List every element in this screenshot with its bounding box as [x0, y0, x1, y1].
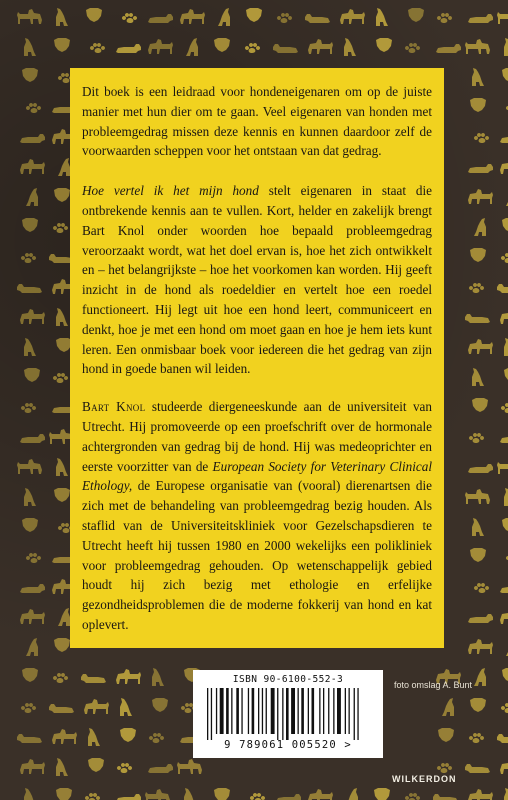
barcode-bar — [337, 688, 341, 734]
dog-silhouette — [24, 38, 36, 56]
dog-silhouette — [250, 793, 265, 800]
dog-silhouette — [308, 39, 333, 54]
barcode-bar — [252, 688, 255, 734]
dog-silhouette — [177, 759, 202, 774]
barcode-bar — [231, 688, 232, 734]
dog-silhouette — [374, 788, 390, 800]
dog-silhouette — [500, 609, 508, 624]
dog-silhouette — [277, 13, 292, 23]
dog-silhouette — [474, 218, 486, 236]
barcode-bar — [248, 688, 249, 734]
barcode-bar — [286, 688, 289, 740]
dog-silhouette — [116, 794, 141, 800]
dog-silhouette — [56, 788, 72, 800]
barcode-bar — [354, 688, 355, 740]
photo-credit: foto omslag A. Bunt — [394, 680, 473, 690]
dog-silhouette — [497, 9, 508, 24]
dog-silhouette — [437, 13, 452, 23]
dog-silhouette — [376, 38, 392, 52]
dog-silhouette — [54, 38, 70, 52]
dog-silhouette — [465, 489, 490, 504]
dog-silhouette — [502, 218, 508, 232]
isbn-number: ISBN 90-6100-552-3 — [232, 674, 344, 685]
dog-silhouette — [468, 464, 493, 473]
description-text: stelt eigenaren in staat die ontbrekende kennis aan te vullen. Kort, helder en zakelijk brengt Bart Knol onder woorden hoe bepaald probleemgedrag veroorzaakt wordt, wat het doel ervan is, hoe het zich ontwikkelt en – het belangrijkste – hoe het voorkomen kan worden. Hij geeft inzicht in de hond als roedeldier en vertelt hoe een roedel functioneert. Hij legt uit hoe een hond leert, communiceert en denkt, hoe je met een hond om moet gaan en hoe je hem iets kunt leren. Een onmisbaar boek voor iedereen die het gedrag van zijn hond in goede banen wil leiden. — [82, 183, 432, 377]
dog-silhouette — [56, 458, 68, 476]
dog-silhouette — [86, 8, 102, 22]
dog-silhouette — [120, 728, 136, 742]
dog-silhouette — [472, 518, 484, 536]
dog-silhouette — [26, 103, 41, 113]
dog-silhouette — [49, 704, 74, 713]
dog-silhouette — [53, 673, 68, 683]
dog-silhouette — [500, 159, 508, 174]
barcode-bar — [220, 688, 224, 734]
dog-silhouette — [502, 518, 508, 532]
dog-silhouette — [442, 698, 454, 716]
dog-silhouette — [180, 9, 205, 24]
barcode-bar — [277, 688, 278, 740]
ean-digits: 9 789061 005520 > — [224, 739, 352, 751]
barcode-bar — [266, 688, 267, 734]
barcode-bar — [258, 688, 259, 734]
dog-silhouette — [214, 788, 230, 800]
dog-silhouette — [405, 793, 420, 800]
dog-silhouette — [474, 668, 486, 686]
dog-silhouette — [152, 698, 168, 712]
dog-silhouette — [346, 788, 358, 800]
dog-silhouette — [21, 253, 36, 263]
dog-silhouette — [20, 434, 45, 443]
dog-silhouette — [56, 308, 68, 326]
dog-silhouette — [504, 368, 508, 382]
dog-silhouette — [470, 548, 486, 562]
dog-silhouette — [24, 788, 36, 800]
barcode-bar — [271, 688, 275, 734]
dog-silhouette — [21, 403, 36, 413]
dog-silhouette — [24, 488, 36, 506]
dog-silhouette — [438, 728, 454, 742]
dog-silhouette — [469, 283, 484, 293]
dog-silhouette — [58, 608, 70, 626]
dog-silhouette — [184, 788, 196, 800]
dog-silhouette — [344, 38, 356, 56]
dog-silhouette — [218, 8, 230, 26]
bio-text-2: de Europese organisatie van (vooral) dierenartsen die zich met de behandeling van probleemgedrag bezig houden. Als staflid van de Universiteitskliniek voor Gezelschapsdieren te Utrecht heeft hij tussen 1980 en 2000 wekelijks een polikliniek voor probleemgedrag gehouden. Op wetenschappelijk gebied houdt hij zich bezig met ethologie en erfelijke gezondheidsproblemen die de moderne fokkerij van hond en kat oplevert. — [82, 478, 432, 632]
dog-silhouette — [84, 699, 109, 714]
dog-silhouette — [85, 793, 100, 800]
dog-silhouette — [468, 164, 493, 173]
dog-silhouette — [376, 8, 388, 26]
dog-silhouette — [469, 433, 484, 443]
dog-silhouette — [90, 43, 105, 53]
dog-silhouette — [58, 158, 70, 176]
dog-silhouette — [149, 733, 164, 743]
barcode-bar — [298, 688, 299, 734]
dog-silhouette — [22, 518, 38, 532]
dog-silhouette — [472, 68, 484, 86]
dog-silhouette — [433, 794, 458, 800]
dog-silhouette — [117, 763, 132, 773]
dog-silhouette — [504, 38, 508, 56]
dog-silhouette — [116, 669, 141, 684]
dog-silhouette — [502, 68, 508, 82]
dog-silhouette — [500, 584, 508, 593]
dog-silhouette — [468, 14, 493, 23]
dog-silhouette — [20, 759, 45, 774]
dog-silhouette — [17, 459, 42, 474]
dog-silhouette — [465, 314, 490, 323]
dog-silhouette — [405, 43, 420, 53]
dog-silhouette — [474, 133, 489, 143]
dog-silhouette — [276, 794, 301, 800]
dog-silhouette — [308, 789, 333, 800]
dog-silhouette — [122, 13, 137, 23]
dog-silhouette — [408, 8, 424, 22]
dog-silhouette — [472, 398, 488, 412]
dog-silhouette — [504, 488, 508, 506]
barcode-bar — [323, 688, 324, 734]
barcode-bar — [308, 688, 309, 734]
dog-silhouette — [470, 698, 486, 712]
dog-silhouette — [468, 339, 493, 354]
barcode-bar — [211, 688, 212, 740]
dog-silhouette — [17, 734, 42, 743]
dog-silhouette — [246, 8, 262, 22]
dog-silhouette — [24, 338, 36, 356]
dog-silhouette — [500, 134, 508, 143]
dog-silhouette — [88, 728, 100, 746]
dog-silhouette — [26, 188, 38, 206]
barcode-bar — [349, 688, 350, 734]
dog-silhouette — [54, 188, 70, 202]
dog-silhouette — [497, 734, 508, 743]
dog-silhouette — [22, 668, 38, 682]
barcode-bar — [236, 688, 239, 734]
dog-silhouette — [24, 368, 40, 382]
dog-silhouette — [245, 43, 260, 53]
dog-silhouette — [148, 14, 173, 23]
dog-silhouette — [88, 758, 104, 772]
dog-silhouette — [305, 14, 330, 23]
barcode-bar — [357, 688, 358, 740]
dog-silhouette — [20, 584, 45, 593]
dog-silhouette — [504, 338, 508, 356]
dog-silhouette — [53, 373, 68, 383]
dog-silhouette — [437, 763, 452, 773]
author-name: Bart Knol — [82, 399, 146, 415]
barcode-icon — [203, 688, 373, 740]
publisher-logo: WILKERDON — [392, 774, 457, 784]
barcode-box — [193, 670, 383, 758]
dog-silhouette — [472, 368, 484, 386]
dog-silhouette — [148, 764, 173, 773]
dog-silhouette — [116, 44, 141, 53]
barcode-bar — [216, 688, 217, 734]
dog-silhouette — [120, 698, 132, 716]
barcode-bar — [241, 688, 242, 734]
barcode-bar — [328, 688, 329, 734]
dog-silhouette — [340, 9, 365, 24]
dog-silhouette — [500, 759, 508, 774]
barcode-bar — [207, 688, 208, 740]
dog-silhouette — [501, 703, 508, 713]
dog-silhouette — [152, 668, 164, 686]
dog-silhouette — [54, 638, 70, 652]
dog-silhouette — [20, 309, 45, 324]
dog-silhouette — [502, 668, 508, 682]
author-bio-paragraph — [82, 397, 432, 635]
dog-silhouette — [26, 638, 38, 656]
barcode-bar — [345, 688, 346, 734]
dog-silhouette — [470, 248, 486, 262]
dog-silhouette — [214, 38, 230, 52]
dog-silhouette — [500, 309, 508, 324]
book-title: Hoe vertel ik het mijn hond — [82, 183, 259, 199]
dog-silhouette — [56, 8, 68, 26]
dog-silhouette — [465, 39, 490, 54]
dog-silhouette — [497, 459, 508, 474]
dog-silhouette — [497, 284, 508, 293]
dog-silhouette — [81, 674, 106, 683]
dog-silhouette — [465, 764, 490, 773]
dog-silhouette — [148, 39, 173, 54]
intro-paragraph: Dit boek is een leidraad voor hondeneigenaren om op de juiste manier met hun dier om te gaan. Veel eigenaren van honden met probleemgedrag missen deze kennis en kunnen daardoor zelf de voorwaarden scheppen voor het ontstaan van dat gedrag. — [82, 84, 432, 159]
dog-silhouette — [17, 284, 42, 293]
dog-silhouette — [501, 403, 508, 413]
bio-text-1: studeerde diergeneeskunde aan de universiteit van Utrecht. Hij promoveerde op een proefschrift over de hormonale achtergronden van gedrag bij de hond. Hij was medeoprichter en eerste voorzitter van de — [82, 399, 432, 474]
dog-silhouette — [53, 223, 68, 233]
dog-silhouette — [469, 733, 484, 743]
dog-silhouette — [186, 38, 198, 56]
barcode-bar — [333, 688, 334, 734]
barcode-bar — [226, 688, 229, 734]
dog-silhouette — [504, 788, 508, 800]
dog-silhouette — [21, 703, 36, 713]
dog-silhouette — [474, 583, 489, 593]
dog-silhouette — [468, 614, 493, 623]
blurb-panel — [70, 68, 444, 648]
dog-silhouette — [273, 44, 298, 53]
dog-silhouette — [468, 639, 493, 654]
dog-silhouette — [54, 488, 70, 502]
dog-silhouette — [468, 189, 493, 204]
barcode-bar — [319, 688, 320, 734]
dog-silhouette — [52, 729, 77, 744]
dog-silhouette — [22, 68, 38, 82]
dog-silhouette — [17, 9, 42, 24]
dog-silhouette — [20, 159, 45, 174]
society-name: European Society for Veterinary Clinical Ethology, — [82, 458, 432, 494]
dog-silhouette — [22, 218, 38, 232]
dog-silhouette — [26, 553, 41, 563]
barcode-bar — [282, 688, 283, 740]
dog-silhouette — [145, 789, 170, 800]
dog-silhouette — [20, 134, 45, 143]
description-paragraph — [82, 181, 432, 379]
dog-silhouette — [500, 434, 508, 443]
dog-silhouette — [436, 44, 461, 53]
barcode-bar — [312, 688, 315, 734]
dog-silhouette — [20, 609, 45, 624]
barcode-bar — [262, 688, 263, 734]
dog-silhouette — [501, 253, 508, 263]
dog-silhouette — [468, 789, 493, 800]
dog-silhouette — [56, 758, 68, 776]
barcode-bar — [301, 688, 304, 734]
dog-silhouette — [470, 98, 486, 112]
barcode-bar — [291, 688, 295, 734]
